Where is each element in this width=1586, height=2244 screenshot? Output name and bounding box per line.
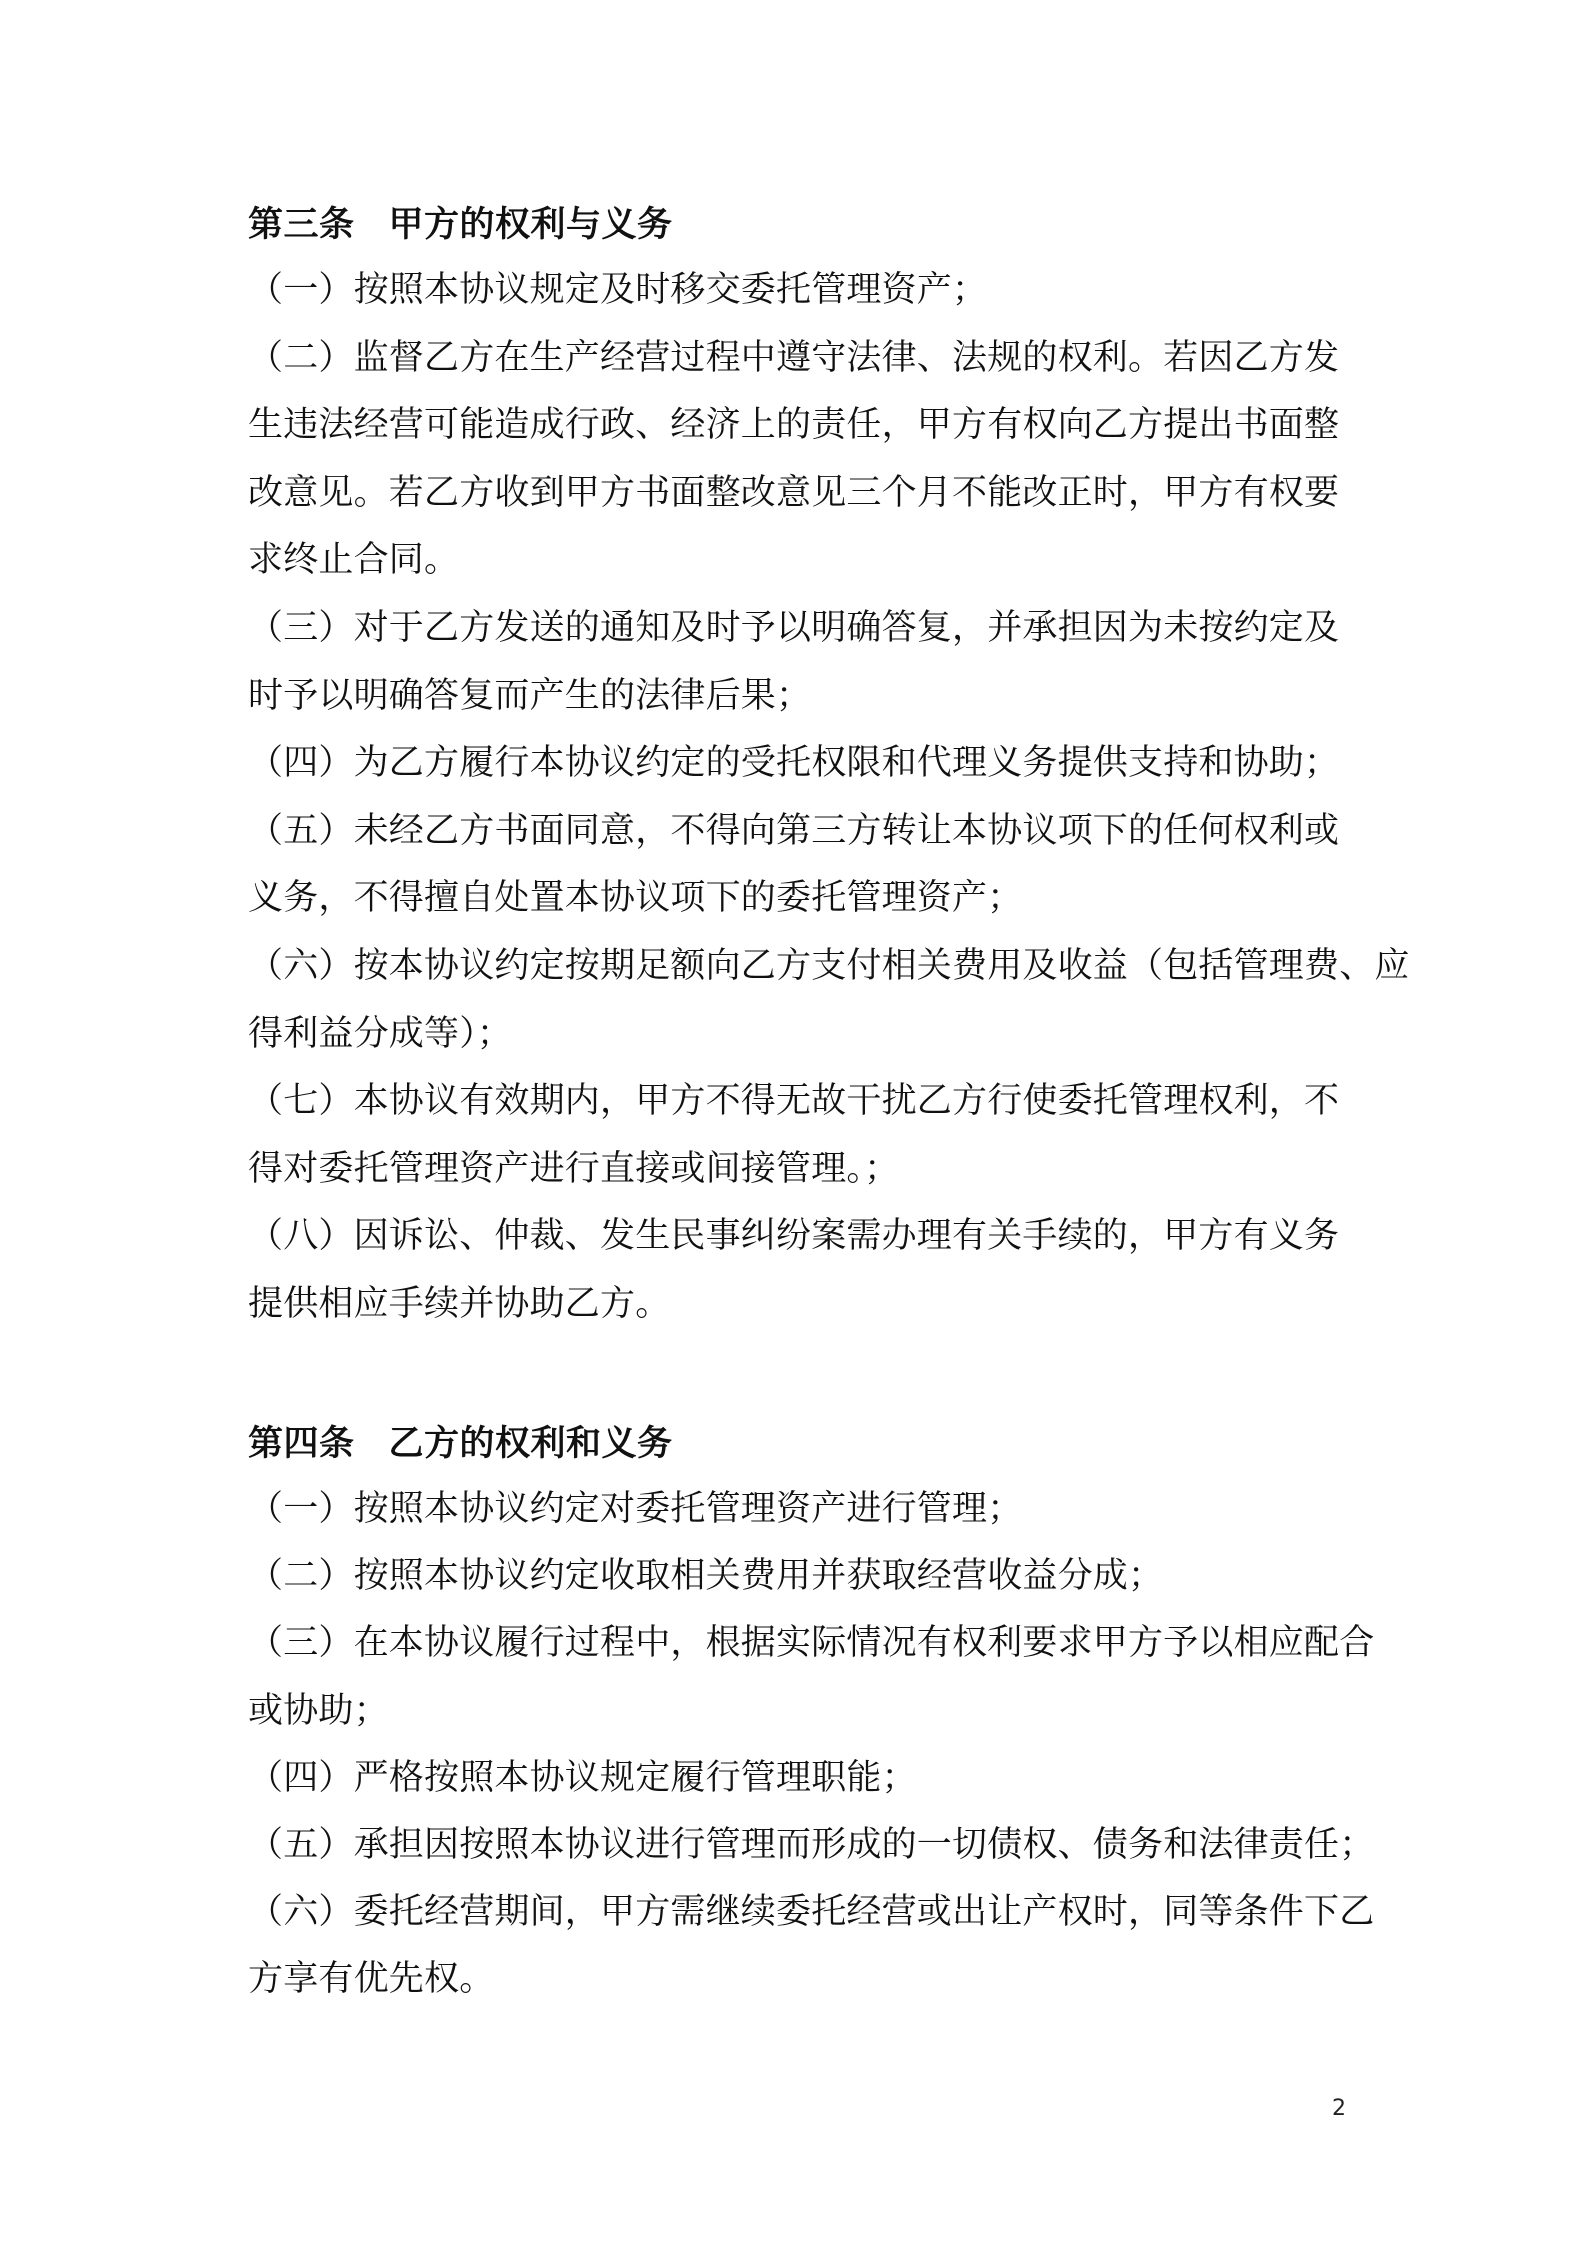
article-3-line: （六）按本协议约定按期足额向乙方支付相关费用及收益（包括管理费、应 xyxy=(248,945,1410,986)
article-3-line: 改意见。若乙方收到甲方书面整改意见三个月不能改正时，甲方有权要 xyxy=(248,472,1340,513)
article-3-line: （五）未经乙方书面同意，不得向第三方转让本协议项下的任何权利或 xyxy=(248,810,1340,851)
page-number: 2 xyxy=(1332,2096,1346,2121)
article-4-heading xyxy=(248,1412,1368,1476)
article-3-line: （二）监督乙方在生产经营过程中遵守法律、法规的权利。若因乙方发 xyxy=(248,337,1340,378)
article-4-line: （四）严格按照本协议规定履行管理职能； xyxy=(248,1757,917,1798)
article-3-line: 得利益分成等）； xyxy=(248,1013,513,1054)
article-3-line: 生违法经营可能造成行政、经济上的责任，甲方有权向乙方提出书面整 xyxy=(248,405,1340,446)
article-4-line: （五）承担因按照本协议进行管理而形成的一切债权、债务和法律责任； xyxy=(248,1824,1375,1865)
article-3-number: 第三条 xyxy=(248,205,355,245)
article-3-heading xyxy=(248,193,1368,257)
article-3-line: 得对委托管理资产进行直接或间接管理。； xyxy=(248,1148,900,1189)
article-3-line: 提供相应手续并协助乙方。 xyxy=(248,1283,671,1324)
article-3-line: 义务，不得擅自处置本协议项下的委托管理资产； xyxy=(248,878,1023,919)
article-4 xyxy=(248,1412,1375,2014)
article-4-line: （二）按照本协议约定收取相关费用并获取经营收益分成； xyxy=(248,1556,1164,1597)
article-3-line: 求终止合同。 xyxy=(248,540,460,581)
article-4-number: 第四条 xyxy=(248,1424,355,1464)
article-3-line: （八）因诉讼、仲裁、发生民事纠纷案需办理有关手续的，甲方有义务 xyxy=(248,1216,1340,1257)
article-4-line: （一）按照本协议约定对委托管理资产进行管理； xyxy=(248,1489,1023,1529)
article-3-line: 时予以明确答复而产生的法律后果； xyxy=(248,675,812,716)
article-3-line: （三）对于乙方发送的通知及时予以明确答复，并承担因为未按约定及 xyxy=(248,607,1340,648)
article-3-title: 甲方的权利与义务 xyxy=(388,205,673,245)
article-3 xyxy=(248,193,1410,1339)
article-4-line: 或协助； xyxy=(248,1690,389,1731)
article-4-line: （六）委托经营期间，甲方需继续委托经营或出让产权时，同等条件下乙 xyxy=(248,1892,1375,1933)
article-3-line: （一）按照本协议规定及时移交委托管理资产； xyxy=(248,270,988,310)
article-4-title: 乙方的权利和义务 xyxy=(388,1424,673,1464)
article-4-line: （三）在本协议履行过程中，根据实际情况有权利要求甲方予以相应配合 xyxy=(248,1623,1375,1664)
article-3-line: （七）本协议有效期内，甲方不得无故干扰乙方行使委托管理权利，不 xyxy=(248,1081,1340,1122)
article-3-line: （四）为乙方履行本协议约定的受托权限和代理义务提供支持和协助； xyxy=(248,743,1340,784)
article-4-line: 方享有优先权。 xyxy=(248,1959,495,2000)
